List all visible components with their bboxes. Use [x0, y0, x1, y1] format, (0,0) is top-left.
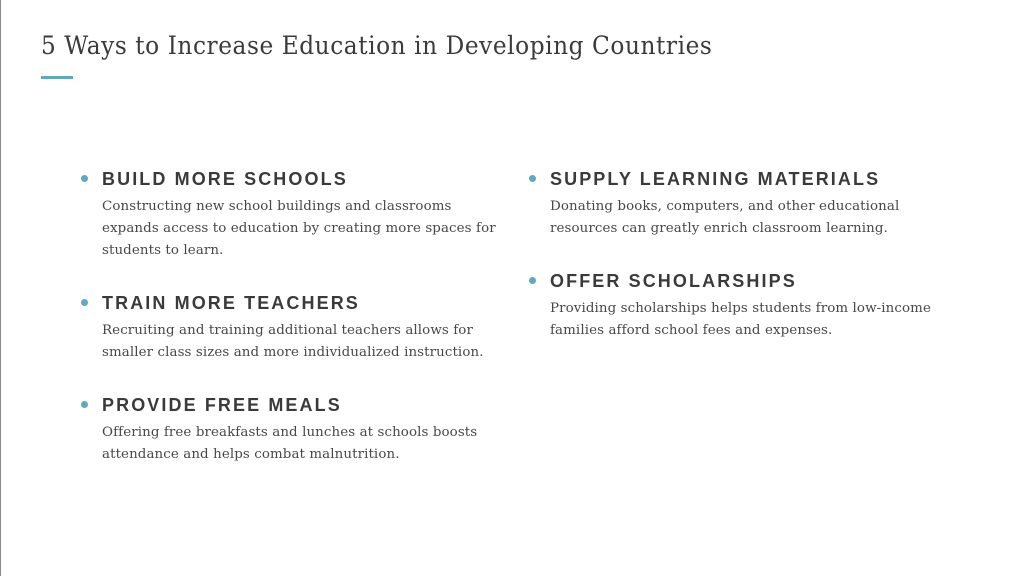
list-item-supply-learning-materials — [528, 168, 948, 240]
bullet-dot-icon — [81, 299, 88, 306]
right-column — [528, 168, 948, 342]
left-column — [80, 168, 500, 466]
bullet-dot-icon — [529, 277, 536, 284]
item-description: Constructing new school buildings and classrooms expands access to education by creating more spaces for students to learn. — [102, 199, 496, 258]
list-item-offer-scholarships — [528, 270, 948, 342]
item-description: Providing scholarships helps students from low-income families afford school fees and expenses. — [550, 301, 931, 338]
bullet-dot-icon — [81, 175, 88, 182]
slide-title: 5 Ways to Increase Education in Developing Countries — [41, 31, 713, 60]
item-heading: PROVIDE FREE MEALS — [102, 395, 342, 415]
bullet-dot-icon — [529, 175, 536, 182]
item-description: Recruiting and training additional teachers allows for smaller class sizes and more individualized instruction. — [102, 323, 484, 360]
item-heading: TRAIN MORE TEACHERS — [102, 293, 360, 313]
item-description: Offering free breakfasts and lunches at schools boosts attendance and helps combat malnutrition. — [102, 425, 478, 462]
slide-left-border — [0, 0, 1, 576]
bullet-dot-icon — [81, 401, 88, 408]
list-item-build-more-schools — [80, 168, 500, 262]
list-item-train-more-teachers — [80, 292, 500, 364]
item-description: Donating books, computers, and other educational resources can greatly enrich classroom learning. — [550, 199, 900, 236]
list-item-provide-free-meals — [80, 394, 500, 466]
item-heading: BUILD MORE SCHOOLS — [102, 169, 348, 189]
item-heading: SUPPLY LEARNING MATERIALS — [550, 169, 881, 189]
item-heading: OFFER SCHOLARSHIPS — [550, 271, 797, 291]
title-accent-underline — [41, 76, 73, 79]
